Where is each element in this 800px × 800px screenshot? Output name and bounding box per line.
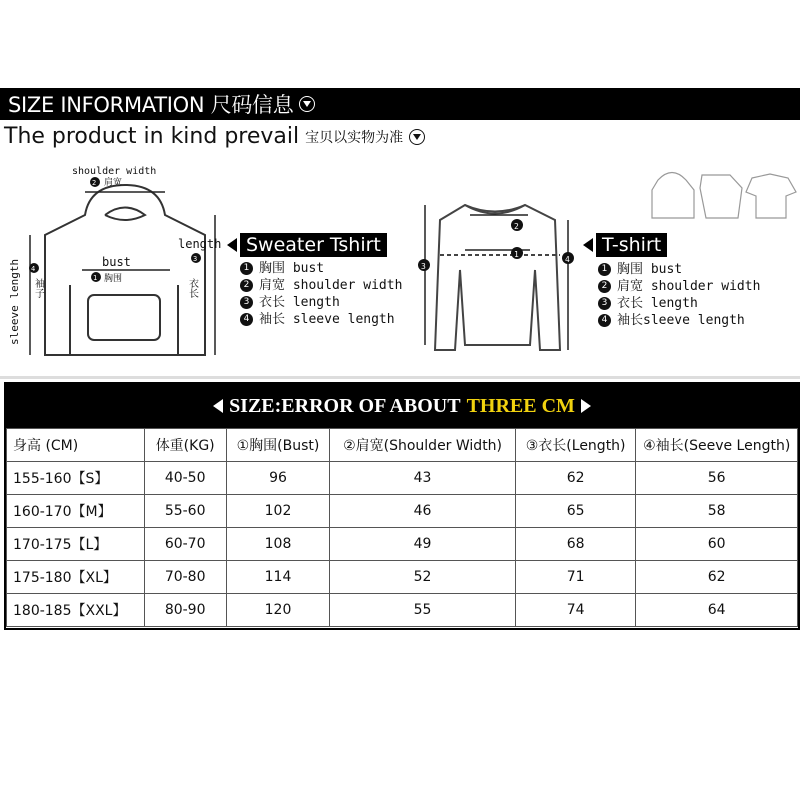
svg-text:4: 4 <box>31 265 36 273</box>
svg-text:3: 3 <box>193 255 198 263</box>
subtitle-cn: 宝贝以实物为准 <box>305 129 404 146</box>
table-cell: 180-185【XXL】 <box>7 594 145 627</box>
legend-item: 3 衣长 length <box>240 294 402 311</box>
header-cell: ①胸围(Bust) <box>226 429 329 462</box>
table-row <box>7 462 798 495</box>
table-cell: 102 <box>226 495 329 528</box>
header-cell: ②肩宽(Shoulder Width) <box>330 429 516 462</box>
table-cell: 62 <box>636 561 798 594</box>
size-info-banner <box>0 88 800 120</box>
right-triangle-icon <box>581 399 591 413</box>
table-cell: 74 <box>515 594 635 627</box>
table-row <box>7 528 798 561</box>
legend-item: 2 肩宽 shoulder width <box>598 278 760 295</box>
table-row <box>7 495 798 528</box>
table-cell: 114 <box>226 561 329 594</box>
table-header-row <box>7 429 798 462</box>
svg-text:胸围: 胸围 <box>104 274 123 284</box>
svg-text:3: 3 <box>421 262 426 271</box>
subtitle-en: The product in kind prevail <box>4 124 300 149</box>
svg-text:2: 2 <box>514 222 519 231</box>
legend-item: 3 衣长 length <box>598 295 760 312</box>
svg-text:1: 1 <box>93 274 98 282</box>
table-cell: 170-175【L】 <box>7 528 145 561</box>
table-cell: 80-90 <box>144 594 226 627</box>
subtitle <box>4 124 425 149</box>
svg-text:sleeve length: sleeve length <box>8 258 21 345</box>
size-grid <box>6 428 798 627</box>
divider <box>0 376 800 379</box>
chevron-down-icon <box>299 96 315 112</box>
table-cell: 160-170【M】 <box>7 495 145 528</box>
legend-item: 4 袖长 sleeve length <box>240 311 402 328</box>
table-cell: 52 <box>330 561 516 594</box>
tshirt-pointer-icon <box>583 238 593 252</box>
svg-text:length: length <box>178 237 222 251</box>
table-cell: 71 <box>515 561 635 594</box>
table-cell: 49 <box>330 528 516 561</box>
svg-text:肩宽: 肩宽 <box>104 178 123 188</box>
table-cell: 108 <box>226 528 329 561</box>
table-row <box>7 561 798 594</box>
table-cell: 155-160【S】 <box>7 462 145 495</box>
svg-text:2: 2 <box>92 179 97 187</box>
table-cell: 60-70 <box>144 528 226 561</box>
garment-thumbnails <box>652 173 796 219</box>
legend-item: 4 袖长sleeve length <box>598 312 760 329</box>
sweater-legend <box>240 260 402 328</box>
svg-text:袖子: 袖子 <box>32 278 44 298</box>
size-table <box>4 382 800 630</box>
svg-text:1: 1 <box>514 250 519 259</box>
header-cell: 身高 (CM) <box>7 429 145 462</box>
table-cell: 64 <box>636 594 798 627</box>
hoodie-shoulder-label: shoulder width <box>72 166 157 177</box>
table-title-bar <box>6 384 798 428</box>
left-triangle-icon <box>213 399 223 413</box>
chevron-down-icon <box>409 129 425 145</box>
svg-text:4: 4 <box>565 255 570 264</box>
header-cell: ④袖长(Seeve Length) <box>636 429 798 462</box>
table-cell: 60 <box>636 528 798 561</box>
garment-diagrams <box>0 160 800 370</box>
table-cell: 46 <box>330 495 516 528</box>
table-title: SIZE:ERROR OF ABOUT <box>229 394 461 417</box>
table-cell: 56 <box>636 462 798 495</box>
table-cell: 68 <box>515 528 635 561</box>
table-cell: 175-180【XL】 <box>7 561 145 594</box>
header-cell: ③衣长(Length) <box>515 429 635 462</box>
table-cell: 40-50 <box>144 462 226 495</box>
table-cell: 96 <box>226 462 329 495</box>
header-cell: 体重(KG) <box>144 429 226 462</box>
banner-title: SIZE INFORMATION 尺码信息 <box>8 93 294 117</box>
legend-item: 1 胸围 bust <box>598 261 760 278</box>
table-cell: 43 <box>330 462 516 495</box>
legend-item: 2 肩宽 shoulder width <box>240 277 402 294</box>
table-cell: 62 <box>515 462 635 495</box>
table-cell: 55-60 <box>144 495 226 528</box>
sweater-illustration <box>435 205 560 350</box>
sweater-pointer-icon <box>227 238 237 252</box>
svg-text:bust: bust <box>102 255 131 269</box>
svg-text:衣长: 衣长 <box>186 278 198 298</box>
table-title-highlight: THREE CM <box>466 394 575 417</box>
legend-item: 1 胸围 bust <box>240 260 402 277</box>
tshirt-tag: T-shirt <box>596 233 667 257</box>
table-cell: 55 <box>330 594 516 627</box>
sweater-tshirt-tag: Sweater Tshirt <box>240 233 387 257</box>
table-cell: 70-80 <box>144 561 226 594</box>
table-cell: 65 <box>515 495 635 528</box>
tshirt-legend <box>598 261 760 329</box>
table-row <box>7 594 798 627</box>
table-cell: 120 <box>226 594 329 627</box>
table-cell: 58 <box>636 495 798 528</box>
